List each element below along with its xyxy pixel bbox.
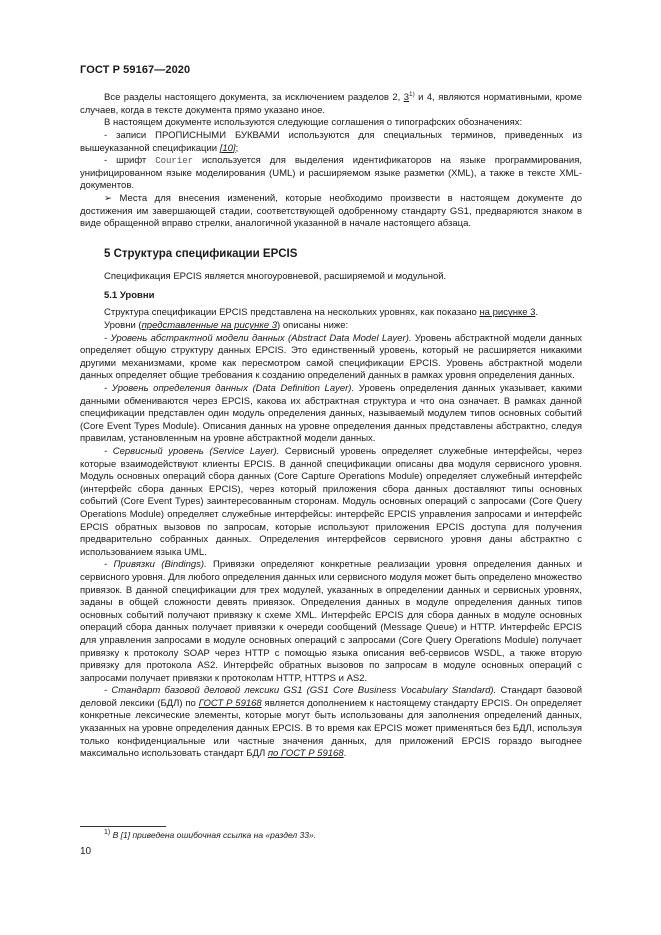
- paragraph: [80, 320, 582, 333]
- footnote: [104, 829, 316, 840]
- paragraph: [80, 307, 582, 320]
- document-header: ГОСТ Р 59167—2020: [80, 64, 191, 76]
- paragraph: В настоящем документе используются следующие соглашения о типографских обозначениях:: [104, 117, 523, 129]
- text: Стандарт базовой деловой лексики (БДЛ) по: [80, 685, 582, 709]
- text: Места для внесения изменений, которые необходимо произвести в настоящем документе до достижения им завершающей стадии, соответствующей одобренному стандарту GS1, предваряются знаком в виде обращенной вправо стрелки, аналогичной указанной в начале настоящего абзаца.: [80, 192, 582, 230]
- standard-link[interactable]: ГОСТ Р 59168: [198, 697, 262, 709]
- text: ;: [235, 142, 239, 154]
- text: Уровни (: [104, 320, 142, 332]
- text: Все разделы настоящего документа, за исключением разделов 2,: [104, 92, 404, 104]
- term: - Уровень абстрактной модели данных (Abstract Data Model Layer).: [104, 332, 412, 344]
- footnote-mark: 1): [104, 829, 111, 836]
- text: используется для выделения идентификаторов на языке программирования, унифицированном языке моделирования (UML) и расширяемом языке разметки (XML), а также в тексте XML-документов.: [80, 155, 582, 192]
- text: Привязки определяют конкретные реализации уровня определения данных и сервисного уровня. Для любого определения данных или сервисного модуля может быть определено множество привязок. В данной спецификации для трех модулей, указанных в определении данных и сервисных уровнях, заданы в общей сложности девять привязок. Определения данных в модуле определения данных типов основных событий получают привязку к схеме XML. Интерфейс EPCIS для сбора данных в модуле основных операций сбора данных получает привязки к очереди сообщений (Message Queue) и HTTP. Интерфейс EPCIS для управления запросами в модуле основных операций с запросами (Core Query Operations Module) получает привязку к протоколу SOAP через HTTP с помощью языка описания веб-сервисов WSDL, а также вторую привязку для протокола AS2. Интерфейс обратных вызовов по запросам в модуле основных операций с запросами получает привязки к протоколам HTTP, HTTPS и AS2.: [80, 559, 582, 684]
- paragraph: [80, 155, 582, 193]
- footnote-text: В [1] приведена ошибочная ссылка на «раздел 33».: [110, 829, 317, 840]
- text: .: [343, 748, 347, 760]
- page-number: 10: [80, 846, 92, 857]
- footnote-ref[interactable]: 1): [408, 91, 415, 98]
- link-section-3[interactable]: 3: [403, 92, 409, 104]
- standard-link[interactable]: по ГОСТ Р 59168: [267, 748, 344, 760]
- arrow-icon: ➢: [104, 192, 112, 204]
- text: Структура спецификации EPCIS представлена на нескольких уровнях, как показано: [104, 307, 480, 319]
- text: является дополнением к настоящему стандарту EPCIS. Он определяет конкретные лексические элементы, которые могут быть использованы для заполнения определений данных, указанных на уровне определения данных EPCIS. В то время как EPCIS может применяться без БДЛ, используя только конфиденциальные или частные значения данных, для приложений EPCIS гораздо выгоднее максимально использовать стандарт БДЛ: [80, 697, 582, 760]
- document-body: [80, 89, 582, 761]
- text: ) описаны ниже:: [277, 320, 349, 332]
- text: - записи ПРОПИСНЫМИ БУКВАМИ используются для специальных терминов, приведенных из вышеуказанной спецификации: [80, 129, 582, 154]
- section-title: 5 Структура спецификации EPCIS: [104, 247, 298, 260]
- list-item: [80, 446, 582, 559]
- footnote-divider: [80, 826, 166, 827]
- list-item: [80, 333, 582, 383]
- subsection-title: 5.1 Уровни: [104, 289, 155, 301]
- text: и 4, являются нормативными, кроме случаев, когда в тексте документа прямо указано иное.: [80, 92, 583, 116]
- text: .: [535, 307, 539, 319]
- list-item: [80, 685, 582, 761]
- text: Уровень абстрактной модели данных определяет общую структуру данных EPCIS. Это единственный уровень, который не расширяется никакими другими механизмами, кроме как пересмотром самой спецификации EPCIS. Уровень абстрактной модели данных определяет общие требования к созданию определений данных в рамках уровня определения данных.: [80, 332, 582, 382]
- paragraph: [80, 130, 582, 155]
- term: - Уровень определения данных (Data Definition Layer).: [104, 383, 355, 395]
- figure-link[interactable]: представленные на рисунке 3: [141, 320, 278, 332]
- figure-link[interactable]: на рисунке 3: [479, 307, 536, 319]
- list-item: [80, 559, 582, 685]
- reference-link[interactable]: [10]: [219, 142, 236, 154]
- paragraph: Спецификация EPCIS является многоуровневой, расширяемой и модульной.: [104, 271, 447, 283]
- text: - шрифт: [104, 155, 156, 167]
- paragraph: [80, 89, 582, 117]
- code-sample: Courier: [155, 156, 194, 167]
- text: Сервисный уровень определяет служебные интерфейсы, через которые взаимодействуют клиенты EPCIS. В данной спецификации описаны два модуля сервисного уровня. Модуль основных операций сбора данных (Core Capture Operations Module) определяет служебный интерфейс (интерфейс сбора данных EPCIS), через который приложения сбора данных доставляют типы основных событий (Core Event Types) заинтересованным сторонам. Модуль основных операций с запросами (Core Query Operations Module) определяет служебные интерфейсы: интерфейс EPCIS управления запросами и интерфейс EPCIS обратных вызовов по запросам, которые используют приложения EPCIS доступа для получения предварительно собранных данных. Определения интерфейсов сервисного уровня даны абстрактно с использованием языка UML.: [80, 446, 583, 558]
- term: - Стандарт базовой деловой лексики GS1 (GS1 Core Business Vocabulary Standard).: [104, 685, 497, 697]
- list-item: [80, 383, 582, 446]
- term: - Сервисный уровень (Service Layer).: [104, 446, 280, 457]
- paragraph: [80, 193, 582, 231]
- text: Уровень определения данных указывает, какими данными обмениваются через EPCIS, какова их абстрактная структура и что она означает. В рамках данной спецификации представлен один модуль определения данных, называемый модулем типов основных событий (Core Event Types Module). Описания данных на уровне определения данных представлены абстрактно, следуя правилам, установленным на уровне абстрактной модели данных.: [80, 383, 582, 445]
- term: - Привязки (Bindings).: [104, 559, 207, 571]
